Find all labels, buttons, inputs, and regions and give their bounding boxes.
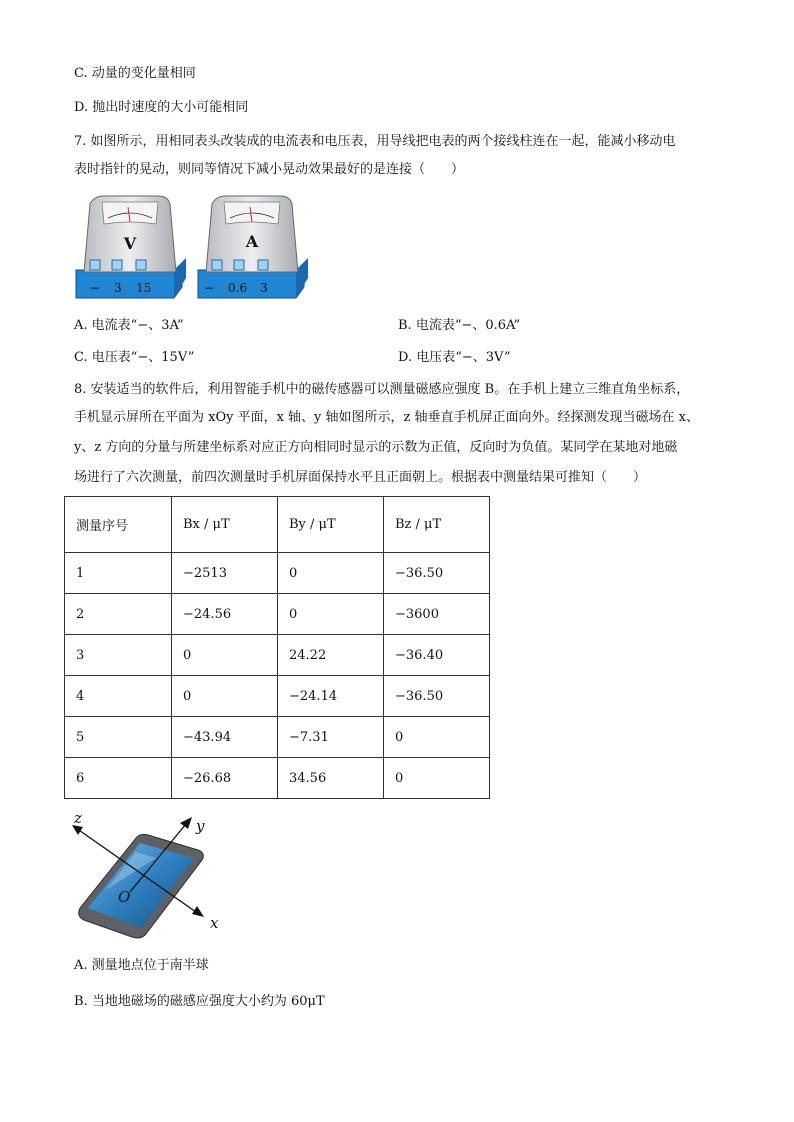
header-index: 测量序号	[65, 497, 172, 553]
cell-index: 1	[65, 553, 172, 594]
q7-option-a: A. 电流表“−、3A”	[74, 318, 184, 333]
table-header-row	[65, 497, 490, 553]
cell-bz: −36.50	[384, 676, 490, 717]
phone-axes-figure	[66, 810, 236, 940]
cell-by: −7.31	[278, 717, 384, 758]
cell-bz: −3600	[384, 594, 490, 635]
ammeter-term1: −	[204, 281, 215, 295]
cell-bz: −36.50	[384, 553, 490, 594]
cell-by: 0	[278, 553, 384, 594]
table-row	[65, 594, 490, 635]
cell-by: 24.22	[278, 635, 384, 676]
q8-stem-line4: 场进行了六次测量，前四次测量时手机屏面保持水平且正面朝上。根据表中测量结果可推知（ ）	[74, 470, 647, 485]
cell-bz: 0	[384, 717, 490, 758]
q7-option-c: C. 电压表“−、15V”	[74, 350, 195, 365]
measurement-table	[64, 496, 490, 799]
cell-by: 0	[278, 594, 384, 635]
ammeter-term3: 3	[260, 281, 268, 295]
q8-stem-line1: 8. 安装适当的软件后，利用智能手机中的磁传感器可以测量磁感应强度 B。在手机上建立三维直角坐标系，	[74, 382, 690, 397]
voltmeter-term3: 15	[136, 281, 152, 295]
table-row	[65, 635, 490, 676]
table-row	[65, 676, 490, 717]
voltmeter-term1: −	[90, 281, 101, 295]
q7-option-b: B. 电流表“−、0.6A”	[398, 318, 521, 333]
ammeter-letter: A	[245, 232, 259, 251]
cell-bx: −26.68	[172, 758, 278, 799]
axis-y-label: y	[196, 817, 205, 835]
header-bx: Bx / μT	[172, 497, 278, 553]
option-c-prev: C. 动量的变化量相同	[74, 66, 196, 81]
option-d-prev: D. 抛出时速度的大小可能相同	[74, 100, 249, 115]
axis-z-label: z	[74, 810, 82, 827]
q7-stem-line1: 7. 如图所示，用相同表头改装成的电流表和电压表，用导线把电表的两个接线柱连在一起，能减小移动电	[74, 134, 676, 149]
cell-index: 4	[65, 676, 172, 717]
q8-stem-line3: y、z 方向的分量与所建坐标系对应正方向相同时显示的示数为正值，反向时为负值。某同学在某地对地磁	[74, 440, 678, 455]
cell-index: 3	[65, 635, 172, 676]
table-row	[65, 553, 490, 594]
cell-bx: −2513	[172, 553, 278, 594]
cell-bx: −43.94	[172, 717, 278, 758]
header-by: By / μT	[278, 497, 384, 553]
q7-option-d: D. 电压表“−、3V”	[398, 350, 511, 365]
meters-figure	[72, 192, 312, 302]
origin-label: O	[118, 888, 131, 906]
table-row	[65, 758, 490, 799]
header-bz: Bz / μT	[384, 497, 490, 553]
q8-stem-line2: 手机显示屏所在平面为 xOy 平面，x 轴、y 轴如图所示，z 轴垂直手机屏正面向外。经探测发现当磁场在 x、	[74, 410, 699, 425]
cell-bx: −24.56	[172, 594, 278, 635]
cell-by: 34.56	[278, 758, 384, 799]
cell-by: −24.14	[278, 676, 384, 717]
ammeter	[198, 196, 308, 298]
axis-x-label: x	[210, 914, 219, 932]
q7-stem-line2: 表时指针的晃动，则同等情况下减小晃动效果最好的是连接（ ）	[74, 162, 465, 177]
cell-bx: 0	[172, 635, 278, 676]
cell-bz: 0	[384, 758, 490, 799]
table-row	[65, 717, 490, 758]
cell-bz: −36.40	[384, 635, 490, 676]
voltmeter-term2: 3	[114, 281, 122, 295]
cell-index: 5	[65, 717, 172, 758]
cell-bx: 0	[172, 676, 278, 717]
q8-option-b: B. 当地地磁场的磁感应强度大小约为 60μT	[74, 994, 325, 1009]
cell-index: 6	[65, 758, 172, 799]
ammeter-term2: 0.6	[228, 281, 248, 295]
voltmeter	[76, 196, 186, 298]
cell-index: 2	[65, 594, 172, 635]
voltmeter-letter: V	[123, 234, 137, 253]
q8-option-a: A. 测量地点位于南半球	[74, 958, 209, 973]
